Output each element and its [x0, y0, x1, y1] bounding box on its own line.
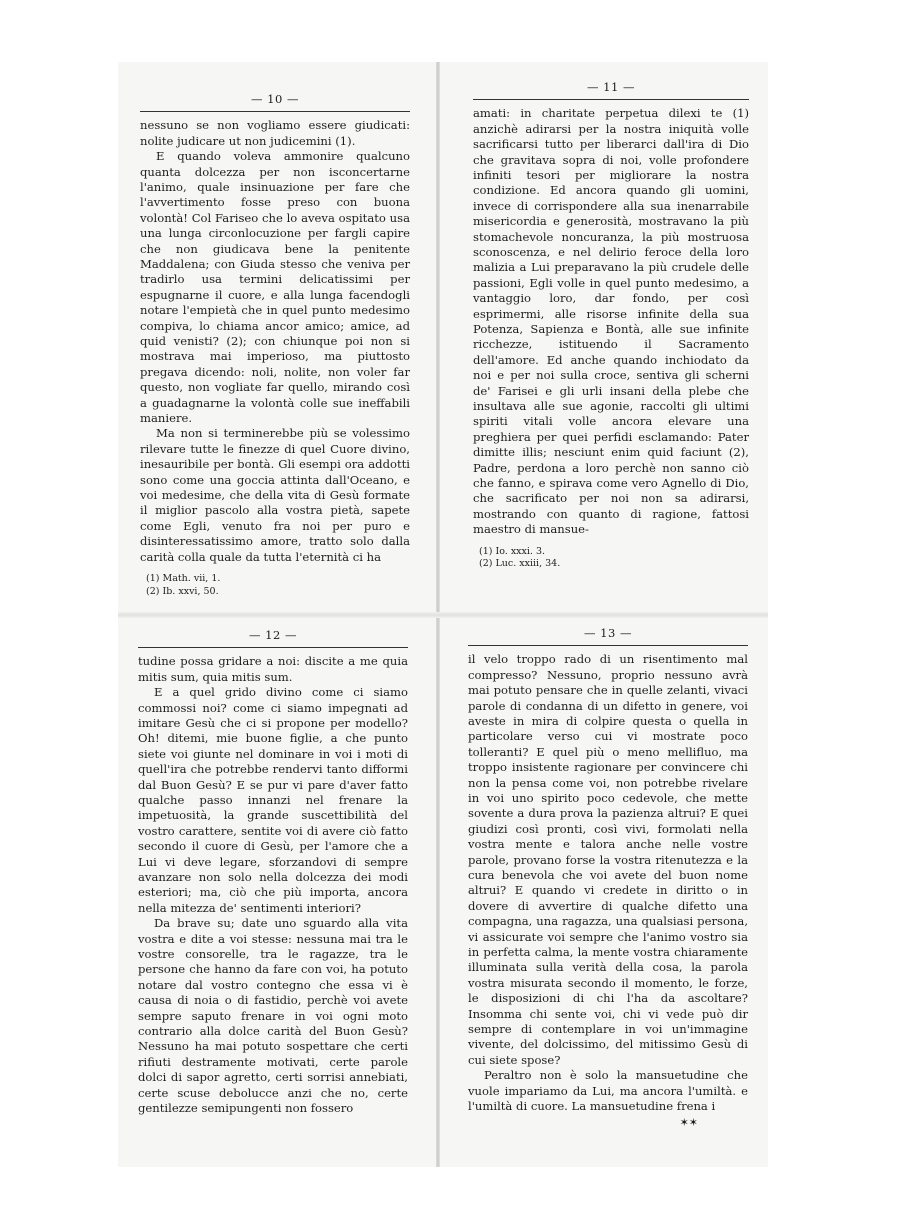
page-10 — [140, 92, 410, 599]
page-number: — 11 — — [587, 80, 635, 94]
page-number: — 12 — — [249, 628, 297, 642]
footnote: (1) Io. xxxi. 3. — [479, 545, 546, 557]
page-12 — [138, 628, 408, 1116]
page-number: — 13 — — [584, 626, 632, 640]
header-rule — [138, 647, 408, 648]
footnote: (1) Math. vii, 1. — [146, 573, 221, 585]
page-13 — [468, 626, 748, 1131]
page-11 — [473, 80, 749, 571]
paragraph: Peraltro non è solo la mansuetudine che vuole impariamo da Lui, ma ancora l'umiltà. e l'umiltà di cuore. La mansuetudine frena i — [468, 1068, 748, 1114]
paragraph: Ma non si terminerebbe più se volessimo rilevare tutte le finezze di quel Cuore divino, inesauribile per bontà. Gli esempi ora addotti sono come una goccia attinta dall'Oceano, e voi medesime, che della vita di Gesù formate il miglior pascolo alla vostra pietà, sapete come Egli, venuto fra noi per puro e disinteressatissimo amore, tratto solo dalla carità colla quale da tutta l'eternità ci ha — [140, 426, 410, 564]
footnote: (2) Ib. xxvi, 50. — [146, 585, 219, 597]
paragraph: amati: in charitate perpetua dilexi te (1) anzichè adirarsi per la nostra iniquità volle sacrificarsi tutto per liberarci dall'ira di Dio che gravitava sopra di noi, volle profondere infiniti tesori per migliorare la nostra condizione. Ed ancora quando gli uomini, invece di corrispondere alla sua inenarrabile misericordia e generosità, mostravano la più stomachevole noncuranza, la più mostruosa sconoscenza, e nel delirio feroce della loro malizia a Lui preparavano la più crudele delle passioni, Egli volle in quel punto medesimo, a vantaggio loro, dar fondo, per così esprimermi, alle risorse infinite della sua Potenza, Sapienza e Bontà, alle sue infinite ricchezze, istituendo il Sacramento dell'amore. Ed anche quando inchiodato da noi e per noi sulla croce, sentiva gli scherni de' Farisei e gli urli insani della plebe che insultava alle sue agonie, raccolti gli ultimi spiriti vitali volle ancora elevare una preghiera per quei perfidi esclamando: Pater dimitte illis; nesciunt enim quid faciunt (2), Padre, perdona a loro perchè non sanno ciò che fanno, e spirava come vero Agnello di Dio, che sacrificato per noi non sa adirarsi, mostrando con quanto di ragione, fattosi maestro di mansue- — [473, 106, 749, 537]
page-number: — 10 — — [251, 92, 299, 106]
paragraph: Da brave su; date uno sguardo alla vita vostra e dite a voi stesse: nessuna mai tra le vostre consorelle, tra le ragazze, tra le persone che hanno da fare con voi, ha potuto notare dal vostro contegno che essa vi è causa di noia o di fastidio, perchè voi avete sempre saputo frenare in voi ogni moto contrario alla dolce carità del Buon Gesù? Nessuno ha mai potuto sospettare che certi rifiuti destramente motivati, certe parole dolci di sapor agretto, certi sorrisi annebiati, certe scuse debolucce anzi che no, certe gentilezze semipungenti non fossero — [138, 916, 408, 1116]
paragraph: il velo troppo rado di un risentimento mal compresso? Nessuno, proprio nessuno avrà mai potuto pensare che in quelle zelanti, vivaci parole di condanna di un difetto in genere, voi aveste in mira di colpire questa o quella in particolare verso cui vi mostrate poco tolleranti? E quel più o meno mellifluo, ma troppo insistente ragionare per convincere chi non la pensa come voi, non potrebbe rivelare in voi uno spirito poco cedevole, che mette sovente a dura prova la pazienza altrui? E quei giudizi così pronti, così vivi, formolati nella vostra mente e talora anche nelle vostre parole, provano forse la vostra ritenutezza e la cura benevola che voi avete del buon nome altrui? E quando vi credete in diritto o in dovere di avvertire di qualche difetto una compagna, una ragazza, una qualsiasi persona, vi assicurate voi sempre che l'animo vostro sia in perfetta calma, la mente vostra chiaramente illuminata sulla verità della cosa, la parola vostra misurata secondo il momento, le forze, le disposizioni di chi l'ha da ascoltare? Insomma chi sente voi, chi vi vede può dir sempre di contemplare in voi un'immagine vivente, del dolcissimo, del mitissimo Gesù di cui siete spose? — [468, 652, 748, 1067]
paragraph: E quando voleva ammonire qualcuno quanta dolcezza per non isconcertarne l'animo, quale insinuazione per fare che l'avvertimento fosse preso con buona volontà! Col Fariseo che lo aveva ospitato usa una lunga circonlocuzione per fargli capire che non giudicava bene la penitente Maddalena; con Giuda stesso che veniva per tradirlo usa termini delicatissimi per espugnarne il cuore, e alla lunga facendogli notare l'empietà che in quel punto medesimo compiva, lo chiama ancor amico; amice, ad quid venisti? (2); con chiunque poi non si mostrava mai imperioso, ma piuttosto pregava dicendo: noli, nolite, non voler far questo, non vogliate far quello, mirando così a guadagnarne la volontà colle sue ineffabili maniere. — [140, 149, 410, 425]
paragraph: nessuno se non vogliamo essere giudicati: nolite judicare ut non judicemini (1). — [140, 118, 410, 148]
horizontal-fold — [118, 612, 768, 618]
header-rule — [473, 99, 749, 100]
ornament-mark: ✶✶ — [679, 1116, 698, 1130]
header-rule — [140, 111, 410, 112]
paragraph: tudine possa gridare a noi: discite a me quia mitis sum, quia mitis sum. — [138, 654, 408, 684]
header-rule — [468, 645, 748, 646]
footnotes — [140, 573, 410, 599]
footnote: (2) Luc. xxiii, 34. — [479, 558, 561, 570]
footnotes — [473, 546, 749, 572]
paragraph: E a quel grido divino come ci siamo commossi noi? come ci siamo impegnati ad imitare Gesù che ci si propone per modello? Oh! ditemi, mie buone figlie, a che punto siete voi giunte nel dominare in voi i moti di quell'ira che potrebbe rendervi tanto difformi dal Buon Gesù? E se pur vi pare d'aver fatto qualche passo innanzi nel frenare la impetuosità, la grande suscettibilità del vostro carattere, sentite voi di avere ciò fatto secondo il cuore di Gesù, per l'amore che a Lui vi deve legare, sforzandovi di sempre avanzare non solo nella dolcezza dei modi esteriori; ma, ciò che più importa, ancora nella mitezza de' sentimenti interiori? — [138, 685, 408, 915]
